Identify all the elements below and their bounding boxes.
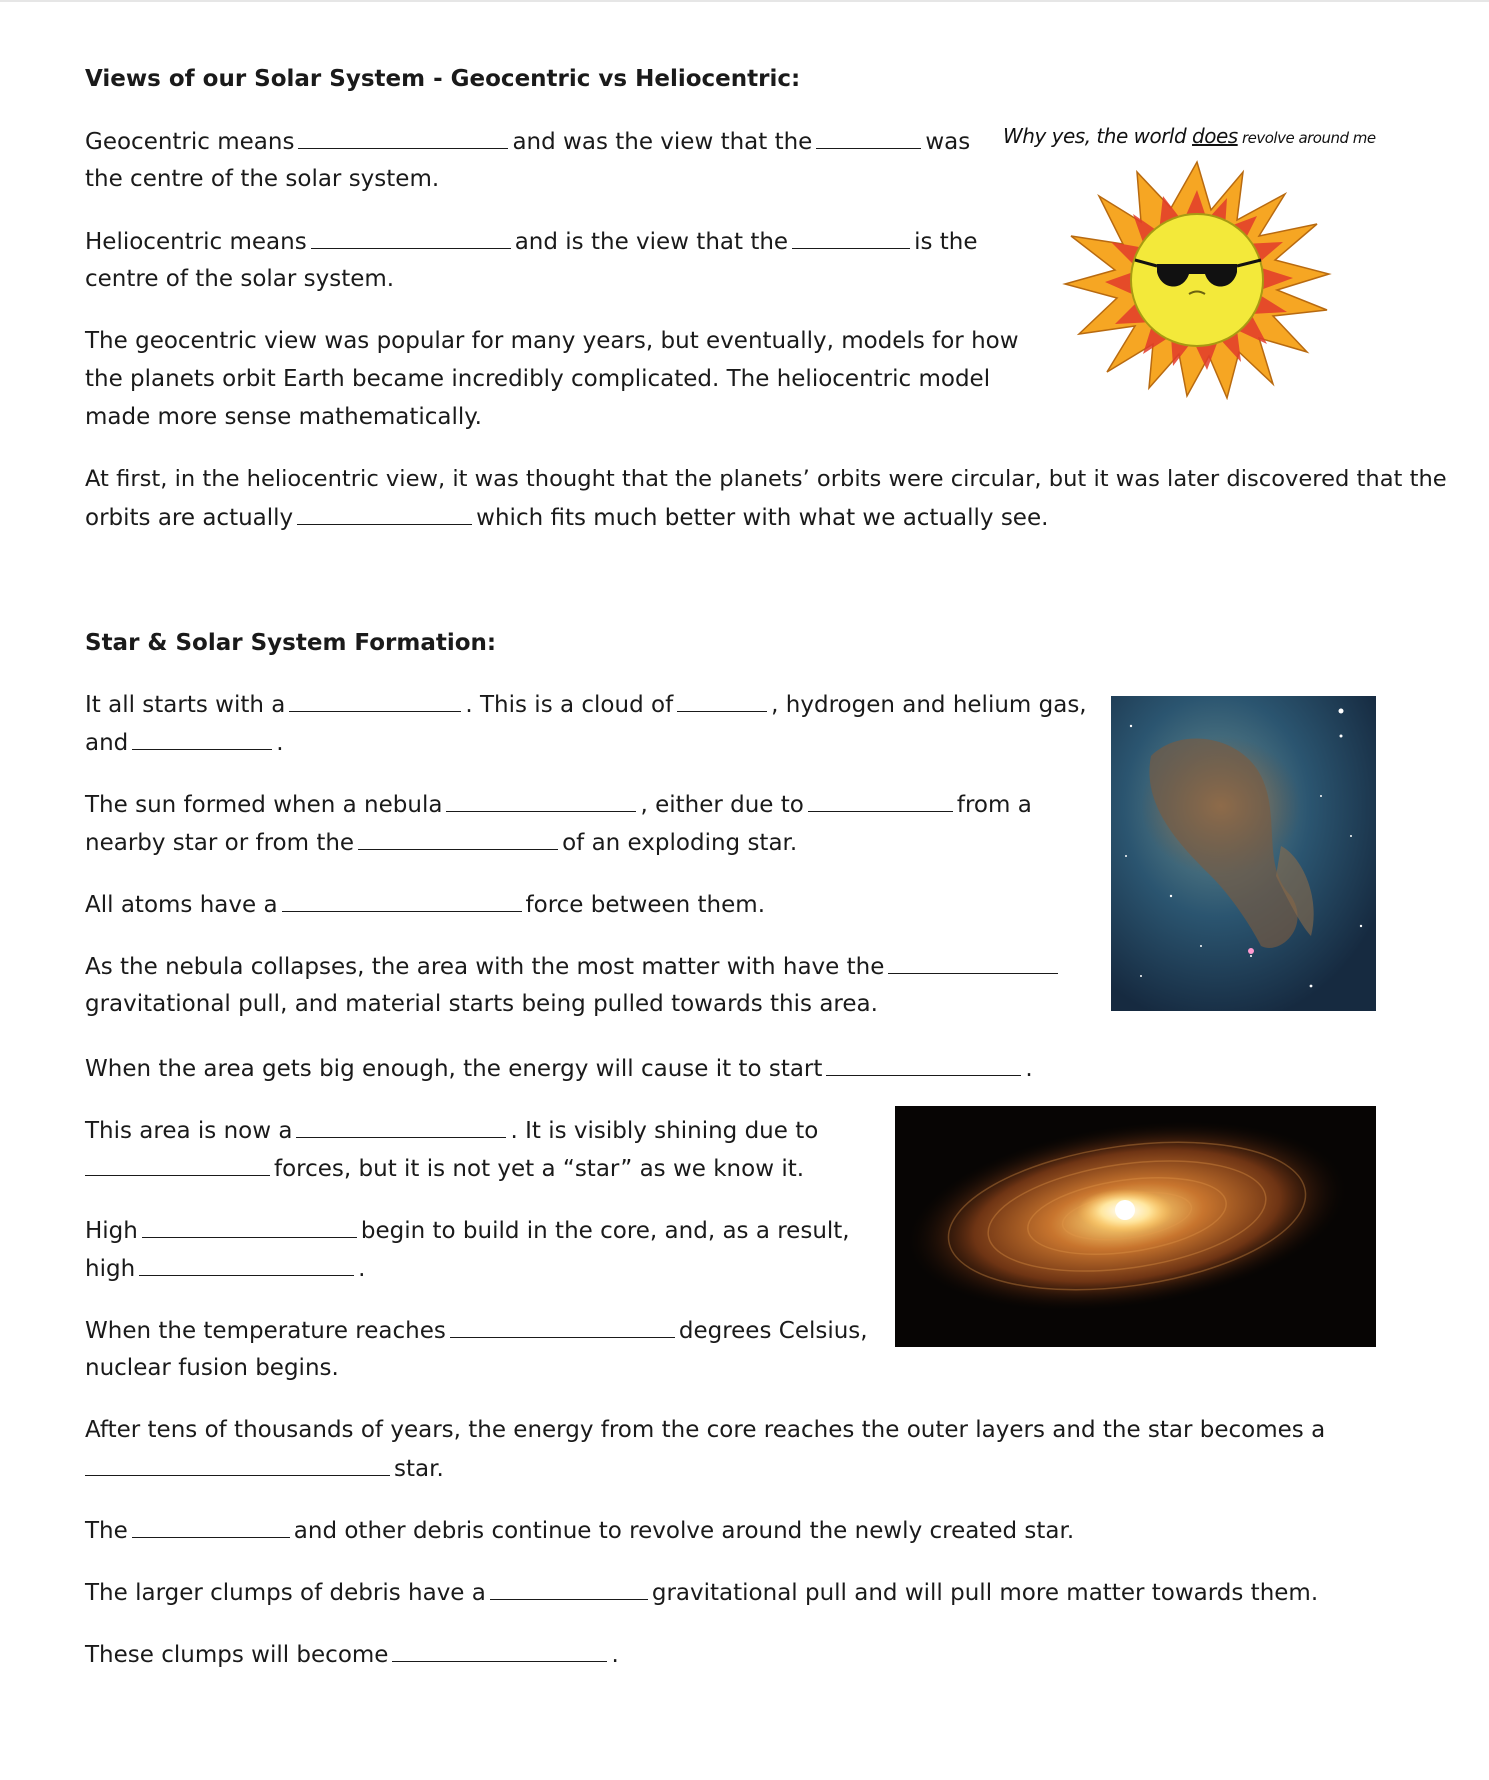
text: gravitational pull and will pull more matter towards them. [651,1580,1319,1606]
text: Heliocentric means [85,229,307,255]
text: of an exploding star. [562,830,798,856]
fill-in-blank[interactable] [297,498,472,525]
fill-in-blank[interactable] [298,122,508,149]
formation-line-13 [85,1311,868,1350]
fill-in-blank[interactable] [311,222,511,249]
fill-in-blank[interactable] [139,1249,354,1276]
fill-in-blank[interactable] [392,1635,607,1662]
fill-in-blank[interactable] [132,1511,290,1538]
geocentric-line-2: the centre of the solar system. [85,166,440,192]
text: All atoms have a [85,892,278,918]
formation-line-9 [85,1111,818,1150]
formation-line-2 [85,723,284,762]
formation-line-12 [85,1249,365,1288]
text: , hydrogen and helium gas, [771,692,1087,718]
text: High [85,1218,138,1244]
fill-in-blank[interactable] [677,685,767,712]
orbit-line-1: At first, in the heliocentric view, it was thought that the planets’ orbits were circular, but it was later discovered that the [85,466,1447,492]
text: begin to build in the core, and, as a result, [360,1218,850,1244]
text: high [85,1256,136,1282]
fill-in-blank[interactable] [85,1149,270,1176]
fill-in-blank[interactable] [888,947,1058,974]
text: star. [394,1456,444,1482]
text: orbits are actually [85,505,294,531]
fill-in-blank[interactable] [450,1311,675,1338]
text: . [276,730,284,756]
heliocentric-line-1 [85,222,978,261]
fill-in-blank[interactable] [816,122,921,149]
fill-in-blank[interactable] [282,885,522,912]
fill-in-blank[interactable] [792,222,910,249]
fill-in-blank[interactable] [358,823,558,850]
formation-line-8 [85,1049,1033,1088]
sun-caption [1003,124,1376,148]
fill-in-blank[interactable] [85,1449,390,1476]
text: and other debris continue to revolve around the newly created star. [293,1518,1075,1544]
text: Geocentric means [85,129,295,155]
text: . It is visibly shining due to [510,1118,819,1144]
fill-in-blank[interactable] [296,1111,506,1138]
fill-in-blank[interactable] [142,1211,357,1238]
formation-line-10 [85,1149,804,1188]
text: . [1025,1056,1033,1082]
text: . [611,1642,619,1668]
text: Why yes, the world [1003,124,1193,148]
text: The sun formed when a nebula [85,792,443,818]
text: and is the view that the [514,229,789,255]
text: . This is a cloud of [465,692,674,718]
text: It all starts with a [85,692,286,718]
sun-icon [1055,160,1335,400]
geocentric-line-1 [85,122,970,161]
formation-line-18 [85,1573,1318,1612]
fill-in-blank[interactable] [490,1573,648,1600]
fill-in-blank[interactable] [446,785,636,812]
section-heading-views: Views of our Solar System - Geocentric vs Heliocentric: [85,66,801,92]
text: and [85,730,129,756]
formation-line-15: After tens of thousands of years, the energy from the core reaches the outer layers and the star becomes a [85,1417,1326,1443]
orbit-line-2 [85,498,1048,537]
protostar-disk-image [895,1106,1376,1347]
formation-line-19 [85,1635,619,1674]
formation-line-16 [85,1449,444,1488]
fill-in-blank[interactable] [826,1049,1021,1076]
fill-in-blank[interactable] [808,785,953,812]
paragraph-line-2: the planets orbit Earth became incredibly complicated. The heliocentric model [85,366,991,392]
cool-sun-illustration [1055,160,1335,400]
formation-line-7: gravitational pull, and material starts being pulled towards this area. [85,991,878,1017]
formation-line-6 [85,947,1062,986]
formation-line-1 [85,685,1087,724]
text: The [85,1518,128,1544]
text: force between them. [525,892,766,918]
formation-line-5 [85,885,765,924]
section-heading-formation: Star & Solar System Formation: [85,630,497,656]
accretion-disk-icon [895,1106,1376,1347]
heliocentric-line-2: centre of the solar system. [85,266,395,292]
paragraph-line-1: The geocentric view was popular for many years, but eventually, models for how [85,328,1019,354]
formation-line-3 [85,785,1032,824]
text: forces, but it is not yet a “star” as we know it. [274,1156,805,1182]
formation-line-17 [85,1511,1074,1550]
text: , either due to [640,792,804,818]
text: When the temperature reaches [85,1318,446,1344]
paragraph-line-3: made more sense mathematically. [85,404,482,430]
text: . [358,1256,366,1282]
text: which fits much better with what we actually see. [476,505,1049,531]
fill-in-blank[interactable] [289,685,461,712]
formation-line-11 [85,1211,850,1250]
formation-line-4 [85,823,797,862]
text: The larger clumps of debris have a [85,1580,486,1606]
text: was [925,129,971,155]
text: does [1192,124,1238,148]
nebula-image [1111,696,1376,1011]
text: and was the view that the [512,129,813,155]
page-top-border [0,0,1489,2]
formation-line-14: nuclear fusion begins. [85,1355,339,1381]
text: This area is now a [85,1118,293,1144]
text: When the area gets big enough, the energy will cause it to start [85,1056,823,1082]
text: degrees Celsius, [678,1318,868,1344]
nebula-icon [1111,696,1376,1011]
text: revolve around me [1237,129,1376,147]
text: from a [956,792,1032,818]
text: nearby star or from the [85,830,355,856]
fill-in-blank[interactable] [132,723,272,750]
text: As the nebula collapses, the area with the most matter with have the [85,954,885,980]
text: These clumps will become [85,1642,389,1668]
text: is the [914,229,978,255]
